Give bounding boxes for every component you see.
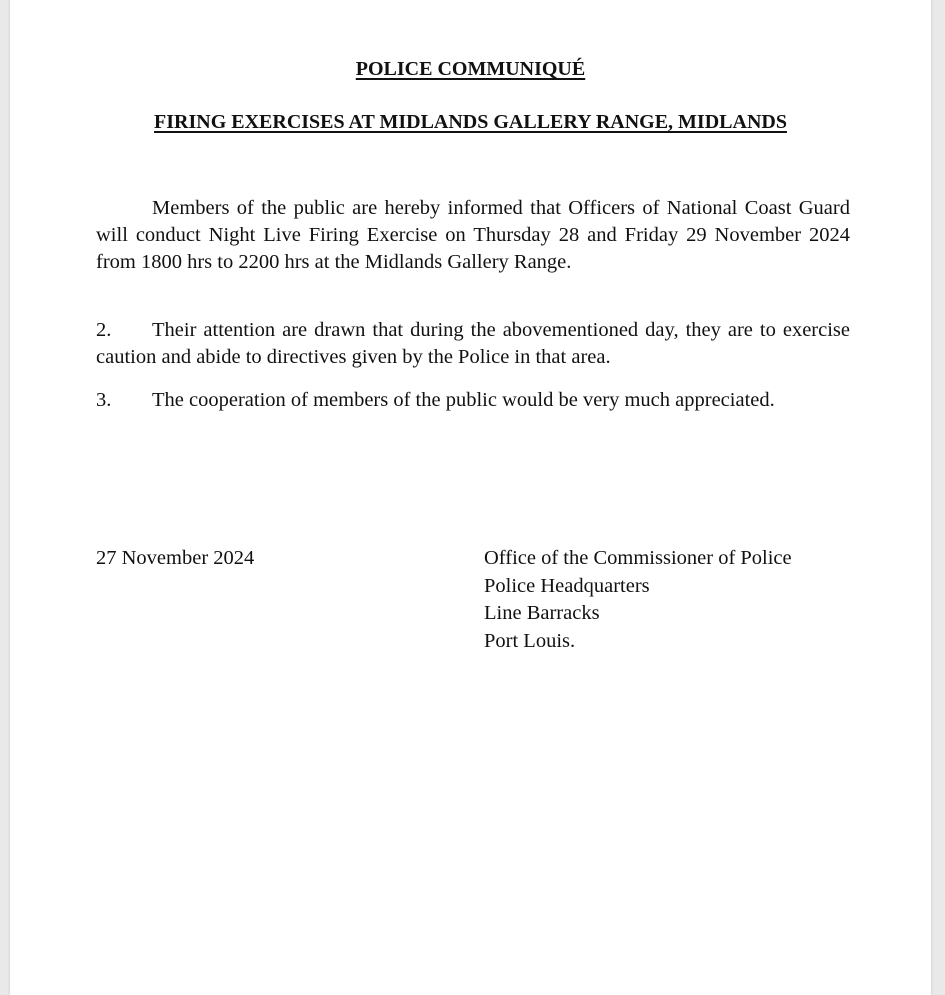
signature-line-1: Office of the Commissioner of Police xyxy=(484,547,792,569)
paragraph-2-text: Their attention are drawn that during the abovementioned day, they are to exercise caution and abide to directives given by the Police in that area. xyxy=(96,319,850,368)
document-date: 27 November 2024 xyxy=(96,547,255,569)
signature-line-3: Line Barracks xyxy=(484,602,600,624)
signature-line-4: Port Louis. xyxy=(484,629,576,652)
paragraph-1-text: Members of the public are hereby informed that Officers of National Coast Guard will conduct Night Live Firing Exercise on Thursday 28 and Friday 29 November 2024 from 1800 hrs to 2200 hrs at the Midlands Gallery Range. xyxy=(96,197,850,273)
document-subtitle: FIRING EXERCISES AT MIDLANDS GALLERY RANGE, MIDLANDS xyxy=(154,111,787,133)
paragraph-2-number: 2. xyxy=(96,319,112,341)
paragraph-1 xyxy=(96,195,850,276)
document-page xyxy=(10,0,931,995)
signature-line-2: Police Headquarters xyxy=(484,574,650,597)
paragraph-3 xyxy=(96,387,850,414)
paragraph-3-number: 3. xyxy=(96,389,112,411)
paragraph-2 xyxy=(96,317,850,371)
paragraph-3-text: The cooperation of members of the public would be very much appreciated. xyxy=(152,389,775,411)
signature-block xyxy=(484,545,792,655)
document-title: POLICE COMMUNIQUÉ xyxy=(355,58,586,80)
